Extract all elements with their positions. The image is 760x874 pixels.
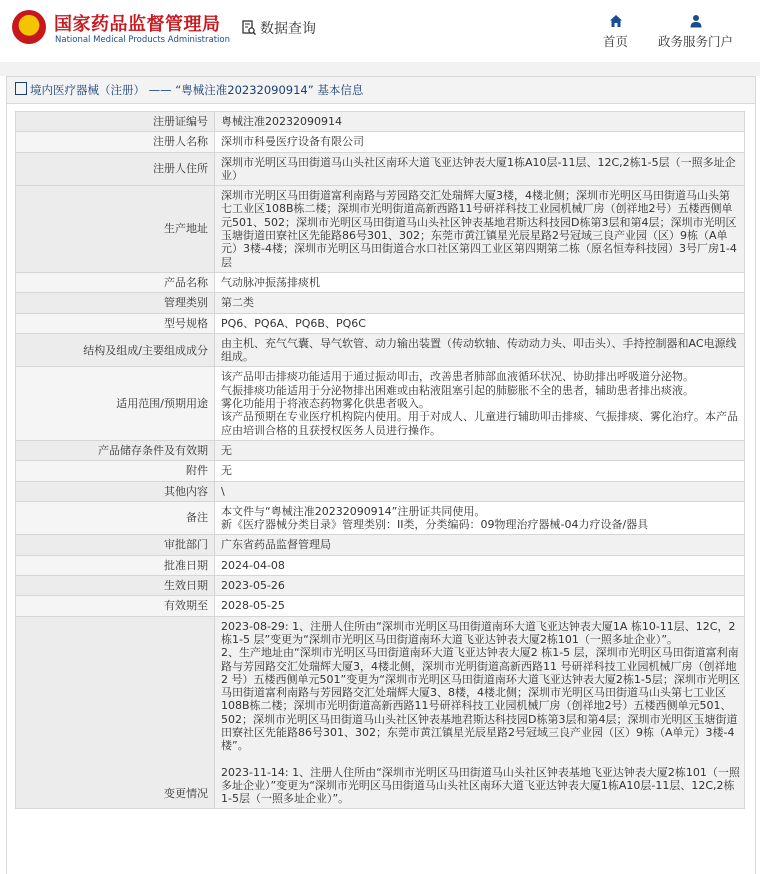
data-query-label: 数据查询: [260, 21, 316, 37]
row-approval-date: [16, 555, 745, 575]
field-label: 变更情况: [16, 616, 215, 809]
row-expiry-date: [16, 596, 745, 616]
field-value: 深圳市科曼医疗设备有限公司: [215, 132, 745, 152]
field-value: 2024-04-08: [215, 555, 745, 575]
field-label: 管理类别: [16, 293, 215, 313]
row-effective-date: [16, 576, 745, 596]
nav-home[interactable]: [603, 14, 628, 50]
field-label: 审批部门: [16, 535, 215, 555]
breadcrumb-text[interactable]: 境内医疗器械（注册） —— “粤械注准20232090914” 基本信息: [30, 83, 364, 97]
row-attachment: [16, 461, 745, 481]
field-value: [215, 501, 745, 535]
user-icon: [689, 14, 703, 28]
document-icon: [15, 82, 27, 95]
header: [0, 0, 760, 62]
field-value: [215, 616, 745, 809]
text-line: 2023-11-14: 1、注册人住所由“深圳市光明区马田街道马山头社区钟表基地飞亚达钟表大厦2栋101（一照多址企业）”变更为“深圳市光明区马田街道马山头社区南环大道飞亚达钟表大厦1栋A10层-11层、12C,2栋1-5层（一照多址企业）”。: [221, 765, 740, 806]
field-value: 广东省药品监督管理局: [215, 535, 745, 555]
field-label: 生效日期: [16, 576, 215, 596]
data-query-link[interactable]: [242, 18, 316, 38]
home-icon: [609, 14, 623, 28]
row-models: [16, 313, 745, 333]
row-category: [16, 293, 745, 313]
row-composition: [16, 333, 745, 367]
field-label: 其他内容: [16, 481, 215, 501]
field-label: 批准日期: [16, 555, 215, 575]
detail-panel: [6, 76, 756, 874]
field-value: \: [215, 481, 745, 501]
field-value: 粤械注准20232090914: [215, 112, 745, 132]
field-value: PQ6、PQ6A、PQ6B、PQ6C: [215, 313, 745, 333]
field-label: 附件: [16, 461, 215, 481]
field-value: 深圳市光明区马田街道富利南路与芳园路交汇处瑞辉大厦3楼，4楼北侧；深圳市光明区马田街道马山头第七工业区108B栋二楼；深圳市光明街道高新西路11号研祥科技工业园机械厂房（创祥地2号）五楼西侧单元501、502；深圳市光明区马田街道马山头社区钟表基地君斯达科技园D栋第3层和第4层；深圳市光明区玉塘街道田寮社区先能路86号301、302；东莞市黄江镇星光辰星路2号冠域三良产业园（区）9栋（A单元）3楼-4楼；深圳市光明区马田街道合水口社区第四工业区第四期第二栋（原名恒寿科技园）3号厂房1-4层: [215, 186, 745, 273]
field-label: 注册证编号: [16, 112, 215, 132]
field-label: 备注: [16, 501, 215, 535]
field-value: 无: [215, 461, 745, 481]
row-production-address: [16, 186, 745, 273]
nav-service-portal-label: 政务服务门户: [658, 34, 734, 49]
field-label: 注册人住所: [16, 152, 215, 186]
field-value: 深圳市光明区马田街道马山头社区南环大道飞亚达钟表大厦1栋A10层-11层、12C,2栋1-5层（一照多址企业）: [215, 152, 745, 186]
row-intended-use: [16, 367, 745, 440]
row-registrant: [16, 132, 745, 152]
field-value: 2023-05-26: [215, 576, 745, 596]
document-search-icon: [242, 20, 256, 36]
text-line: 该产品叩击排痰功能适用于通过振动叩击，改善患者肺部血液循环状况、协助排出呼吸道分泌物。: [221, 370, 694, 384]
row-changes: [16, 616, 745, 809]
text-line: 该产品预期在专业医疗机构院内使用。用于对成人、儿童进行辅助叩击排痰、气振排痰、雾化治疗。本产品应由培训合格的且获授权医务人员进行操作。: [221, 410, 738, 437]
field-value: [215, 367, 745, 440]
header-separator: [0, 62, 760, 76]
text-line: 雾化功能用于将液态药物雾化供患者吸入。: [221, 397, 430, 411]
row-approval-dept: [16, 535, 745, 555]
field-value: 气动脉冲振荡排痰机: [215, 272, 745, 292]
text-line: 气振排痰功能适用于分泌物排出困难或由粘液阻塞引起的肺膨胀不全的患者，辅助患者排出痰液。: [221, 383, 694, 397]
text-line: 2、生产地址由“深圳市光明区马田街道南环大道飞亚达钟表大厦2 栋1-5 层，深圳市光明区马田街道富利南路与芳园路交汇处瑞辉大厦3，4楼北侧，深圳市光明街道高新西路11 号研祥科技工业园机械厂房（创祥地2 号）五楼西侧单元501”变更为“深圳市光明区马田街道南环大道飞亚达钟表大厦2栋1-5层；深圳市光明区马田街道富利南路与芳园路交汇处瑞辉大厦3、8楼，4楼北侧；深圳市光明区马田街道马山头第七工业区108B栋二楼；深圳市光明街道高新西路11号研祥科技工业园机械厂房（创祥地2号）五楼西侧单元501、502；深圳市光明区马田街道马山头社区钟表基地君斯达科技园D栋第3层和第4层；深圳市光明区玉塘街道田寮社区先能路86号301、302；东莞市黄江镇星光辰星路2号冠域三良产业园（区）9栋（A单元）3楼-4楼”。: [221, 646, 740, 753]
text-line: 2023-08-29: 1、注册人住所由“深圳市光明区马田街道南环大道飞亚达钟表大厦1A 栋10-11层、12C，2 栋1-5 层”变更为“深圳市光明区马田街道南环大道飞亚达钟表大厦2栋101（一照多址企业）”。: [221, 619, 736, 646]
field-value: 第二类: [215, 293, 745, 313]
text-line: 本文件与“粤械注准20232090914”注册证共同使用。: [221, 504, 486, 518]
nav-home-label: 首页: [603, 34, 629, 49]
device-info-table: [15, 111, 745, 809]
field-label: 型号规格: [16, 313, 215, 333]
field-label: 有效期至: [16, 596, 215, 616]
text-line: 新《医疗器械分类目录》管理类别：II类，分类编码：09物理治疗器械-04力疗设备/器具: [221, 518, 649, 532]
breadcrumb: [7, 77, 755, 104]
agency-name-en[interactable]: National Medical Products Administration: [55, 35, 230, 45]
field-label: 产品名称: [16, 272, 215, 292]
nav-service-portal[interactable]: [658, 14, 733, 50]
field-label: 结构及组成/主要组成成分: [16, 333, 215, 367]
row-remark: [16, 501, 745, 535]
row-reg-no: [16, 112, 745, 132]
row-other: [16, 481, 745, 501]
field-label: 生产地址: [16, 186, 215, 273]
field-value: 由主机、充气气囊、导气软管、动力输出装置（传动软轴、传动动力头、叩击头）、手持控制器和AC电源线组成。: [215, 333, 745, 367]
field-value: 2028-05-25: [215, 596, 745, 616]
row-storage: [16, 440, 745, 460]
field-label: 产品储存条件及有效期: [16, 440, 215, 460]
text-line: [221, 753, 740, 766]
row-product-name: [16, 272, 745, 292]
agency-name-cn[interactable]: 国家药品监督管理局: [54, 14, 221, 35]
row-registrant-address: [16, 152, 745, 186]
national-emblem-logo[interactable]: [12, 10, 46, 44]
field-value: 无: [215, 440, 745, 460]
field-label: 适用范围/预期用途: [16, 367, 215, 440]
field-label: 注册人名称: [16, 132, 215, 152]
